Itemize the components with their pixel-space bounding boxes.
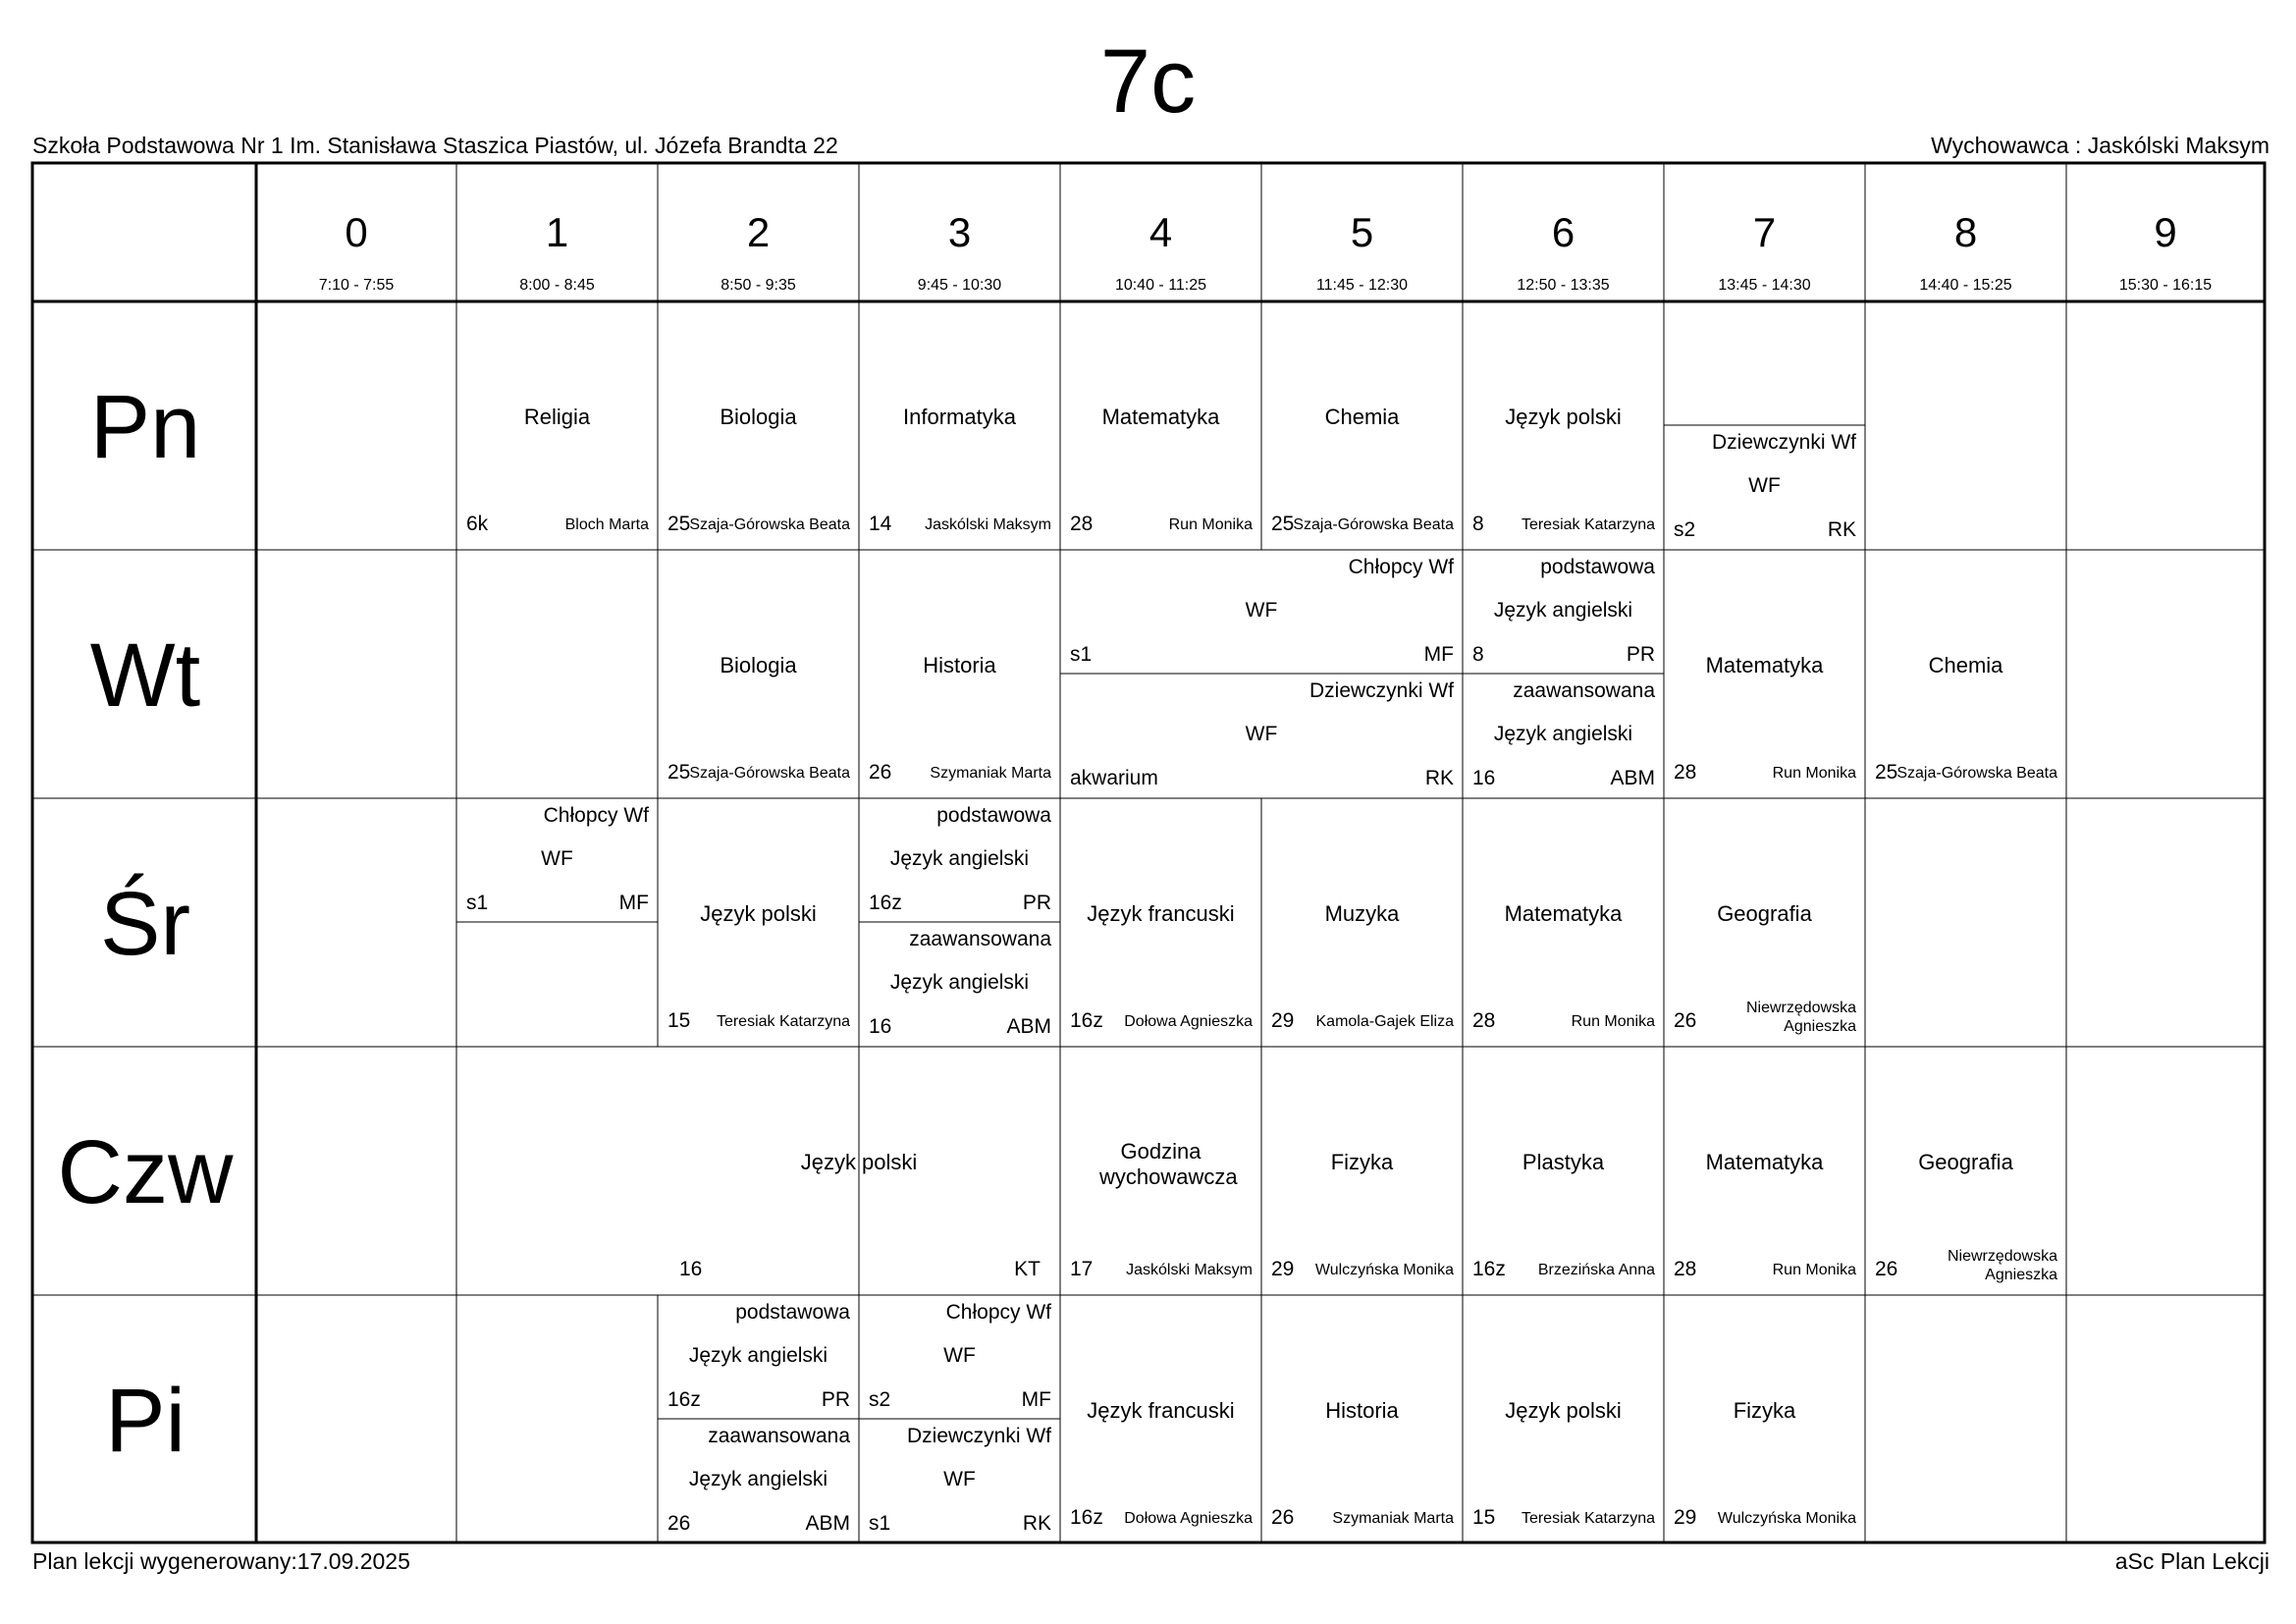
lesson-room: 29 (1674, 1506, 1697, 1529)
lesson-group: zaawansowana (909, 928, 1051, 950)
lesson-cell[interactable] (1463, 1047, 1664, 1295)
lesson-subject: Język angielski (889, 847, 1030, 870)
lesson-group: zaawansowana (1513, 679, 1655, 702)
lesson-room: 8 (1472, 643, 1484, 666)
lesson-group: podstawowa (735, 1301, 850, 1324)
lesson-subject: Język polski (1505, 405, 1622, 429)
school-name: Szkoła Podstawowa Nr 1 Im. Stanisława Staszica Piastów, ul. Józefa Brandta 22 (32, 133, 838, 158)
lesson-cell[interactable] (658, 1047, 1060, 1295)
period-number: 3 (947, 209, 972, 255)
period-header-9 (2066, 163, 2265, 301)
lesson-room: 26 (869, 761, 892, 784)
lesson-room: 25 (1875, 761, 1898, 784)
lesson-subject: Język polski (800, 1150, 918, 1174)
lesson-cell[interactable] (658, 550, 859, 798)
lesson-teacher: Niewrzędowska Agnieszka (1947, 1248, 2057, 1283)
lesson-subject: Fizyka (1330, 1150, 1394, 1174)
lesson-cell[interactable] (456, 301, 658, 550)
software-name: aSc Plan Lekcji (2114, 1548, 2269, 1574)
period-time: 15:30 - 16:15 (2118, 277, 2213, 294)
lesson-room: 26 (667, 1512, 691, 1535)
lesson-room: 16 (679, 1258, 703, 1280)
lesson-teacher: Teresiak Katarzyna (1521, 516, 1655, 533)
period-time: 8:50 - 9:35 (721, 277, 796, 294)
lesson-subject: WF (943, 1344, 976, 1367)
lesson-teacher: Jaskólski Maksym (925, 516, 1051, 533)
period-number: 8 (1953, 209, 1978, 255)
lesson-teacher: Run Monika (1772, 1262, 1856, 1278)
day-friday: Pi (105, 1371, 186, 1471)
lesson-room: 28 (1674, 761, 1697, 784)
lesson-room: 16z (667, 1388, 701, 1411)
lesson-cell[interactable] (1865, 1047, 2066, 1295)
period-time: 9:45 - 10:30 (917, 277, 1002, 294)
lesson-subject: Informatyka (903, 405, 1016, 429)
lesson-room: 17 (1070, 1258, 1094, 1280)
lesson-room: s1 (1070, 643, 1093, 666)
split-lesson-cell[interactable] (1060, 550, 1463, 798)
period-header-6 (1463, 163, 1664, 301)
lesson-teacher: Bloch Marta (564, 516, 649, 533)
lesson-subject: Matematyka (1705, 653, 1824, 677)
lesson-room: 16z (869, 892, 902, 914)
lesson-teacher: MF (1423, 643, 1454, 666)
period-number: 2 (746, 209, 771, 255)
lesson-cell[interactable] (1060, 1047, 1261, 1295)
period-header-8 (1865, 163, 2066, 301)
lesson-cell[interactable] (658, 798, 859, 1047)
lesson-teacher: Szymaniak Marta (930, 765, 1051, 782)
lesson-teacher: Jaskólski Maksym (1126, 1262, 1253, 1278)
period-number: 5 (1350, 209, 1374, 255)
lesson-subject: Język francuski (1087, 1398, 1235, 1423)
period-header-4 (1060, 163, 1261, 301)
period-time: 11:45 - 12:30 (1315, 277, 1409, 294)
period-time: 7:10 - 7:55 (318, 277, 395, 294)
lesson-subject: Język angielski (1493, 599, 1633, 622)
lesson-teacher: MF (1021, 1388, 1051, 1411)
lesson-room: s1 (466, 892, 489, 914)
form-tutor: Wychowawca : Jaskólski Maksym (1931, 133, 2269, 158)
period-number: 1 (545, 209, 569, 255)
lesson-subject: Matematyka (1101, 405, 1220, 429)
period-header-1 (456, 163, 658, 301)
lesson-subject: Język angielski (688, 1344, 828, 1367)
lesson-cell[interactable] (1261, 798, 1463, 1047)
lesson-room: 25 (1271, 513, 1295, 535)
lesson-room: s2 (869, 1388, 891, 1411)
period-header-2 (658, 163, 859, 301)
lesson-cell[interactable] (1261, 1047, 1463, 1295)
period-number: 0 (345, 209, 368, 255)
lesson-room: 16 (1472, 767, 1496, 789)
lesson-teacher: Brzezińska Anna (1537, 1262, 1655, 1278)
lesson-teacher: KT (1014, 1258, 1041, 1280)
lesson-teacher: Niewrzędowska Agnieszka (1745, 1000, 1856, 1035)
lesson-subject: Język angielski (889, 971, 1030, 994)
lesson-subject: Język angielski (1493, 723, 1633, 745)
day-thursday: Czw (57, 1122, 234, 1222)
lesson-teacher: Teresiak Katarzyna (716, 1013, 850, 1030)
lesson-teacher: RK (1022, 1512, 1051, 1535)
lesson-group: podstawowa (936, 804, 1051, 827)
lesson-room: 29 (1271, 1258, 1295, 1280)
lesson-room: s2 (1674, 518, 1696, 541)
lesson-subject: Język polski (700, 901, 817, 926)
lesson-teacher: Dołowa Agnieszka (1124, 1510, 1253, 1527)
lesson-cell[interactable] (1664, 550, 1865, 798)
period-time: 13:45 - 14:30 (1718, 277, 1811, 294)
lesson-subject: Geografia (1717, 901, 1812, 926)
lesson-cell[interactable] (1865, 550, 2066, 798)
lesson-subject: WF (1245, 599, 1278, 622)
lesson-group: Chłopcy Wf (945, 1301, 1051, 1324)
lesson-room: 28 (1070, 513, 1094, 535)
period-header-7 (1664, 163, 1865, 301)
lesson-teacher: ABM (1006, 1015, 1051, 1038)
lesson-subject: Chemia (1928, 653, 2003, 677)
lesson-room: akwarium (1070, 767, 1158, 789)
lesson-cell[interactable] (859, 301, 1060, 550)
lesson-group: Dziewczynki Wf (906, 1425, 1051, 1447)
lesson-subject: Muzyka (1324, 901, 1400, 926)
period-time: 14:40 - 15:25 (1919, 277, 2012, 294)
lesson-teacher: Run Monika (1772, 765, 1856, 782)
lesson-cell[interactable] (1060, 798, 1261, 1047)
split-lesson-cell[interactable] (456, 798, 658, 922)
lesson-subject: Plastyka (1522, 1150, 1605, 1174)
lesson-subject: Język francuski (1087, 901, 1235, 926)
lesson-room: 16z (1472, 1258, 1506, 1280)
lesson-group: podstawowa (1540, 556, 1655, 578)
lesson-teacher: Szaja-Górowska Beata (1293, 516, 1454, 533)
lesson-teacher: Wulczyńska Monika (1717, 1510, 1856, 1527)
period-header-5 (1261, 163, 1463, 301)
lesson-room: 26 (1875, 1258, 1898, 1280)
lesson-room: 28 (1472, 1009, 1496, 1032)
lesson-teacher: Run Monika (1571, 1013, 1655, 1030)
lesson-group: Chłopcy Wf (543, 804, 649, 827)
lesson-cell[interactable] (859, 550, 1060, 798)
split-lesson-cell[interactable] (859, 1295, 1060, 1543)
lesson-subject: Matematyka (1504, 901, 1623, 926)
lesson-room: 26 (1674, 1009, 1697, 1032)
period-time: 12:50 - 13:35 (1517, 277, 1610, 294)
lesson-cell[interactable] (1463, 301, 1664, 550)
period-number: 6 (1551, 209, 1575, 255)
period-header-0 (256, 163, 456, 301)
lesson-subject: Godzina wychowawcza (1099, 1139, 1238, 1189)
lesson-teacher: Szaja-Górowska Beata (689, 765, 850, 782)
lesson-room: 26 (1271, 1506, 1295, 1529)
lesson-cell[interactable] (1463, 1295, 1664, 1543)
lesson-cell[interactable] (1261, 301, 1463, 550)
lesson-subject: Historia (1325, 1398, 1399, 1423)
lesson-teacher: Dołowa Agnieszka (1124, 1013, 1253, 1030)
day-wednesday: Śr (100, 874, 190, 974)
lesson-room: 15 (667, 1009, 691, 1032)
lesson-teacher: ABM (1610, 767, 1655, 789)
lesson-teacher: ABM (805, 1512, 850, 1535)
lesson-room: s1 (869, 1512, 891, 1535)
lesson-teacher: Wulczyńska Monika (1314, 1262, 1454, 1278)
lesson-cell[interactable] (658, 301, 859, 550)
day-monday: Pn (89, 377, 201, 477)
lesson-room: 25 (667, 513, 691, 535)
class-title: 7c (1099, 31, 1197, 132)
lesson-teacher: Szymaniak Marta (1332, 1510, 1454, 1527)
period-number: 9 (2154, 209, 2177, 255)
lesson-subject: Język polski (1505, 1398, 1622, 1423)
lesson-teacher: RK (1424, 767, 1454, 789)
lesson-subject: Fizyka (1733, 1398, 1796, 1423)
lesson-teacher: MF (618, 892, 649, 914)
lesson-room: 16z (1070, 1506, 1103, 1529)
lesson-teacher: Teresiak Katarzyna (1521, 1510, 1655, 1527)
lesson-teacher: Run Monika (1168, 516, 1253, 533)
lesson-cell[interactable] (1664, 1047, 1865, 1295)
lesson-teacher: Szaja-Górowska Beata (689, 516, 850, 533)
lesson-teacher: Kamola-Gajek Eliza (1315, 1013, 1454, 1030)
lesson-subject: Biologia (720, 405, 797, 429)
lesson-room: 29 (1271, 1009, 1295, 1032)
lesson-subject: WF (541, 847, 573, 870)
lesson-teacher: PR (1626, 643, 1655, 666)
lesson-group: zaawansowana (708, 1425, 850, 1447)
lesson-subject: WF (1748, 474, 1781, 497)
split-lesson-cell[interactable] (1463, 550, 1664, 798)
period-number: 4 (1148, 209, 1173, 255)
lesson-group: Dziewczynki Wf (1711, 431, 1856, 454)
lesson-teacher: RK (1827, 518, 1856, 541)
lesson-group: Dziewczynki Wf (1308, 679, 1454, 702)
lesson-room: 28 (1674, 1258, 1697, 1280)
lesson-subject: Chemia (1324, 405, 1400, 429)
split-lesson-cell[interactable] (859, 798, 1060, 1047)
lesson-cell[interactable] (1463, 798, 1664, 1047)
lesson-subject: Matematyka (1705, 1150, 1824, 1174)
lesson-subject: WF (943, 1468, 976, 1490)
lesson-room: 14 (869, 513, 892, 535)
lesson-cell[interactable] (1664, 798, 1865, 1047)
lesson-teacher: Szaja-Górowska Beata (1896, 765, 2057, 782)
period-time: 8:00 - 8:45 (519, 277, 595, 294)
lesson-room: 15 (1472, 1506, 1496, 1529)
lesson-group: Chłopcy Wf (1348, 556, 1454, 578)
lesson-subject: Biologia (720, 653, 797, 677)
lesson-subject: Geografia (1918, 1150, 2013, 1174)
day-tuesday: Wt (89, 625, 201, 726)
lesson-subject: WF (1245, 723, 1278, 745)
lesson-room: 16z (1070, 1009, 1103, 1032)
period-time: 10:40 - 11:25 (1114, 277, 1207, 294)
lesson-subject: Historia (923, 653, 996, 677)
split-lesson-cell[interactable] (658, 1295, 859, 1543)
lesson-cell[interactable] (1060, 301, 1261, 550)
period-number: 7 (1752, 209, 1777, 255)
lesson-room: 25 (667, 761, 691, 784)
lesson-teacher: PR (821, 1388, 850, 1411)
lesson-cell[interactable] (1060, 1295, 1261, 1543)
lesson-subject: Język angielski (688, 1468, 828, 1490)
period-header-3 (859, 163, 1060, 301)
lesson-teacher: PR (1022, 892, 1051, 914)
lesson-room: 16 (869, 1015, 892, 1038)
lesson-subject: Religia (523, 405, 591, 429)
lesson-cell[interactable] (1261, 1295, 1463, 1543)
lesson-room: 8 (1472, 513, 1484, 535)
generated-date: Plan lekcji wygenerowany:17.09.2025 (32, 1548, 410, 1574)
lesson-cell[interactable] (1664, 1295, 1865, 1543)
split-lesson-cell[interactable] (1664, 425, 1865, 550)
lesson-room: 6k (466, 513, 489, 535)
